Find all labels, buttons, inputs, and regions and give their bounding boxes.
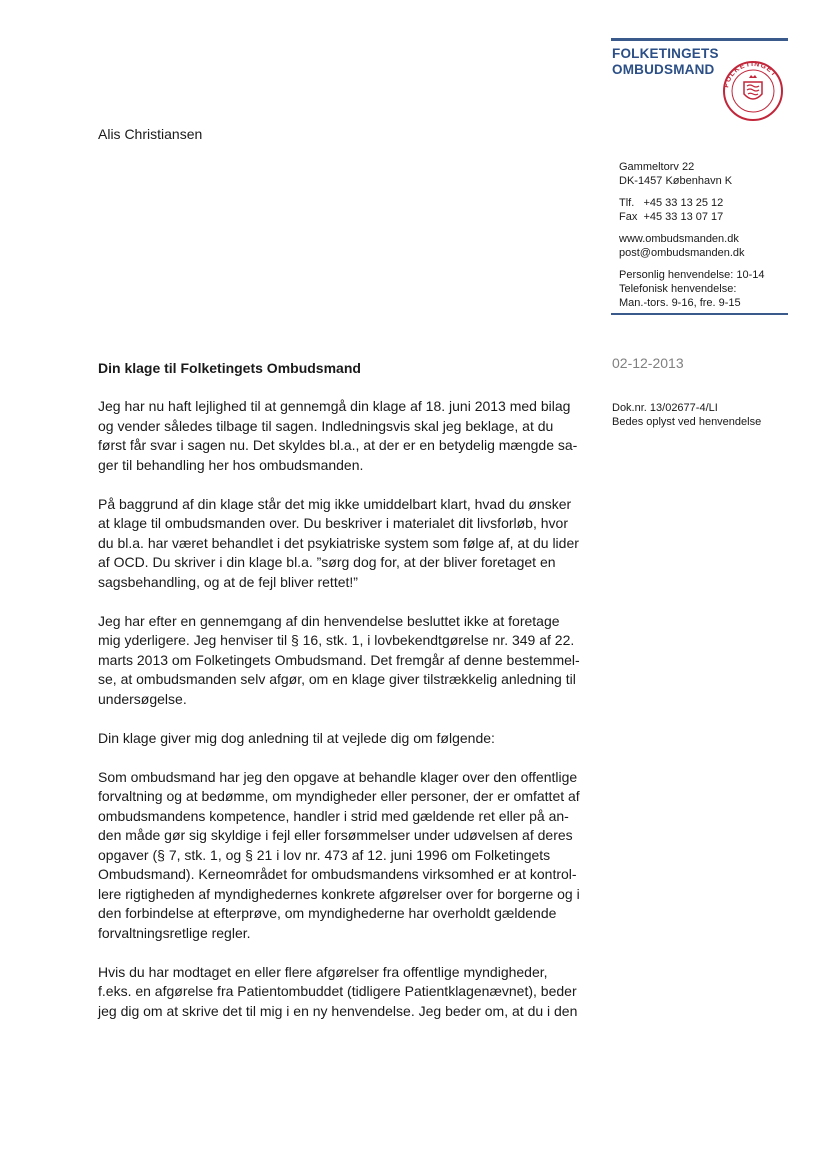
seal-text: FOLKETINGET xyxy=(723,60,778,89)
parliament-seal-icon xyxy=(722,60,784,122)
address-line: DK-1457 København K xyxy=(619,175,733,187)
reference-note: Bedes oplyst ved henvendelse xyxy=(612,416,762,428)
letter-subject: Din klage til Folketingets Ombudsmand xyxy=(98,360,361,376)
phone-block xyxy=(619,196,765,224)
body-paragraph xyxy=(98,612,580,710)
paragraph-line: marts 2013 om Folketingets Ombudsmand. Det fremgår af denne bestemmel- xyxy=(98,651,580,668)
paragraph-line: Som ombudsmand har jeg den opgave at behandle klager over den offentlige xyxy=(98,768,578,785)
paragraph-line: af OCD. Du skriver i din klage bl.a. ”sørg dog for, at der bliver foretaget en xyxy=(98,554,556,570)
hours-line: Personlig henvendelse: 10-14 xyxy=(619,269,765,281)
paragraph-line: f.eks. en afgørelse fra Patientombuddet (tidligere Patientklagenævnet), beder xyxy=(98,983,577,999)
paragraph-line: forvaltning og at bedømme, om myndigheder eller personer, der er omfattet af xyxy=(98,788,580,804)
paragraph-line: ombudsmandens kompetence, handler i strid med gældende ret eller på an- xyxy=(98,807,569,824)
body-paragraph xyxy=(98,768,580,944)
paragraph-line: opgaver (§ 7, stk. 1, og § 21 i lov nr. 473 af 12. juni 1996 om Folketingets xyxy=(98,846,551,863)
paragraph-line: den måde gør sig skyldige i fejl eller forsømmelser under udøvelsen af deres xyxy=(98,827,573,843)
hours-block xyxy=(619,268,765,310)
institution-logo-text xyxy=(612,46,719,78)
paragraph-line: mig yderligere. Jeg henviser til § 16, stk. 1, i lovbekendtgørelse nr. 349 af 22. xyxy=(98,632,575,648)
address-line: Gammeltorv 22 xyxy=(619,161,695,173)
paragraph-line: Din klage giver mig dog anledning til at vejlede dig om følgende: xyxy=(98,729,495,746)
body-paragraph xyxy=(98,495,580,593)
body-paragraph xyxy=(98,963,580,1022)
document-number: Dok.nr. 13/02677-4/LI xyxy=(612,402,718,414)
contact-sidebar xyxy=(619,160,765,318)
paragraph-line: og vender således tilbage til sagen. Indledningsvis skal jeg beklage, at du xyxy=(98,417,554,434)
paragraph-line: lere rigtigheden af myndighedernes konkrete afgørelser over for borgerne og i xyxy=(98,885,580,902)
header-rule xyxy=(611,38,788,41)
email-link[interactable]: post@ombudsmanden.dk xyxy=(619,247,745,259)
logo-line-2: OMBUDSMAND xyxy=(612,62,715,77)
sidebar-rule xyxy=(611,313,788,315)
paragraph-line: først får svar i sagen nu. Det skyldes bl.a., at der er en betydelig mængde sa- xyxy=(98,437,578,453)
logo-line-1: FOLKETINGETS xyxy=(612,46,719,61)
recipient-name: Alis Christiansen xyxy=(98,126,203,142)
fax-line: Fax +45 33 13 07 17 xyxy=(619,211,724,223)
paragraph-line: den forbindelse at efterprøve, om myndighederne har overholdt gældende xyxy=(98,905,557,921)
body-paragraph xyxy=(98,729,580,749)
paragraph-line: undersøgelse. xyxy=(98,690,187,707)
paragraph-line: du bl.a. har været behandlet i det psykiatriske system som følge af, at du lider xyxy=(98,534,579,551)
paragraph-line: Jeg har nu haft lejlighed til at gennemgå din klage af 18. juni 2013 med bilag xyxy=(98,398,571,414)
paragraph-line: ger til behandling her hos ombudsmanden. xyxy=(98,456,364,473)
paragraph-line: at klage til ombudsmanden over. Du beskriver i materialet dit livsforløb, hvor xyxy=(98,515,568,531)
paragraph-line: sagsbehandling, og at de fejl bliver rettet!” xyxy=(98,573,358,590)
reference-block xyxy=(612,401,761,429)
svg-text:FOLKETINGET xyxy=(723,61,778,89)
letter-body xyxy=(98,397,580,1041)
paragraph-line: Jeg har efter en gennemgang af din henvendelse besluttet ikke at foretage xyxy=(98,612,560,629)
web-block xyxy=(619,232,765,260)
body-paragraph xyxy=(98,397,580,475)
paragraph-line: se, at ombudsmanden selv afgør, om en klage giver tilstrækkelig anledning til xyxy=(98,671,576,687)
paragraph-line: Ombudsmand). Kerneområdet for ombudsmandens virksomhed er at kontrol- xyxy=(98,866,577,882)
address-block xyxy=(619,160,765,188)
hours-line: Man.-tors. 9-16, fre. 9-15 xyxy=(619,297,741,309)
phone-line: Tlf. +45 33 13 25 12 xyxy=(619,197,724,209)
paragraph-line: jeg dig om at skrive det til mig i en ny henvendelse. Jeg beder om, at du i den xyxy=(98,1002,578,1019)
website-link[interactable]: www.ombudsmanden.dk xyxy=(619,233,739,245)
paragraph-line: På baggrund af din klage står det mig ikke umiddelbart klart, hvad du ønsker xyxy=(98,495,572,512)
letter-date: 02-12-2013 xyxy=(612,355,684,371)
paragraph-line: Hvis du har modtaget en eller flere afgørelser fra offentlige myndigheder, xyxy=(98,963,548,980)
paragraph-line: forvaltningsretlige regler. xyxy=(98,924,251,941)
hours-line: Telefonisk henvendelse: xyxy=(619,283,737,295)
